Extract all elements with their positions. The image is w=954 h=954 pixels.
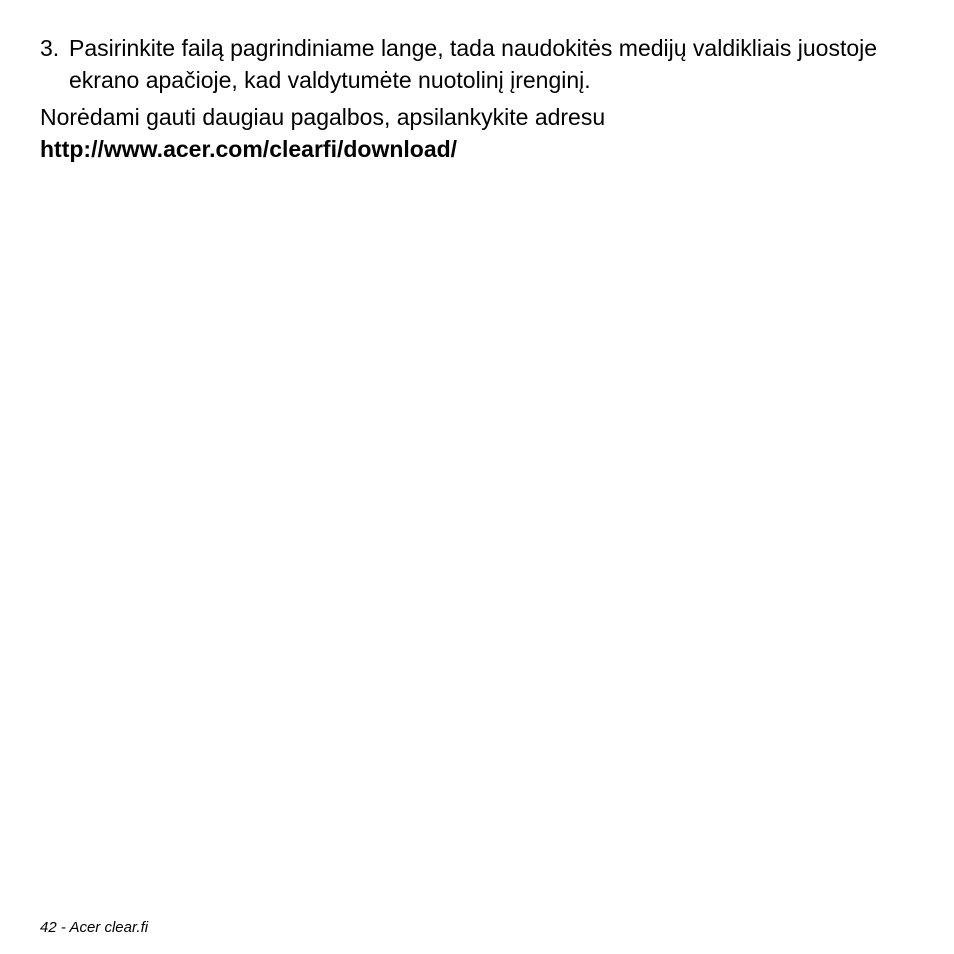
- instruction-step-3: [40, 32, 930, 96]
- help-text: Norėdami gauti daugiau pagalbos, apsilankykite adresu: [40, 104, 606, 130]
- help-url-link[interactable]: http://www.acer.com/clearfi/download/: [40, 136, 458, 162]
- step-number: 3.: [40, 35, 60, 61]
- step-text: Pasirinkite failą pagrindiniame lange, tada naudokitės medijų valdikliais juostoje ekrano apačioje, kad valdytumėte nuotolinį įrenginį.: [69, 35, 878, 93]
- page-footer: 42 - Acer clear.fi: [40, 919, 149, 936]
- help-paragraph: [40, 101, 930, 165]
